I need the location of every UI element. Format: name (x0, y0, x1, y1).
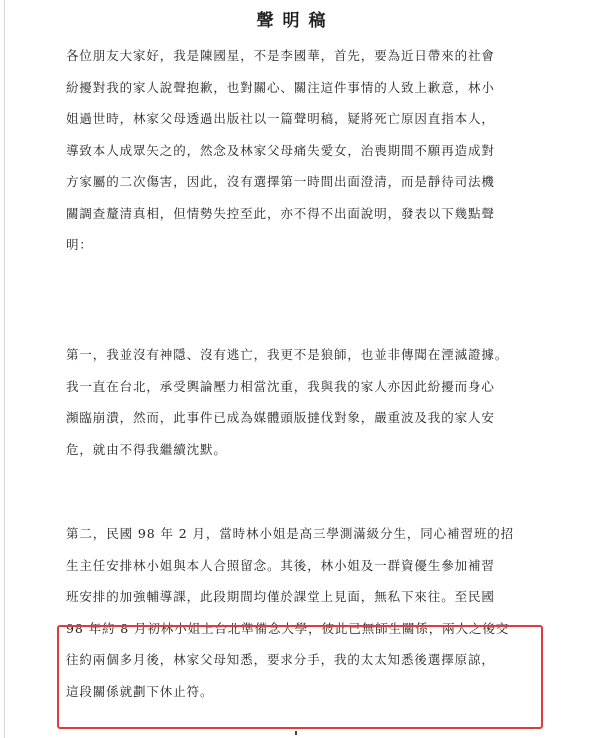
paragraph-intro (66, 40, 540, 261)
paragraph-line: 導致本人成眾矢之的，然念及林家父母痛失愛女，治喪期間不願再造成對 (66, 142, 495, 158)
paragraph-line: 紛擾對我的家人說聲抱歉，也對關心、關注這件事情的人致上歉意，林小 (66, 79, 495, 95)
paragraph-line: 各位朋友大家好，我是陳國星，不是李國華，首先，要為近日帶來的社會 (66, 48, 495, 63)
paragraph-point-two (66, 518, 540, 707)
paragraph-line: 明： (66, 237, 93, 252)
paragraph-line: 98 年約 8 月初林小姐上台北準備念大學，彼此已無師生關係，兩人之後交 (66, 620, 510, 636)
paragraph-line: 瀕臨崩潰，然而，此事件已成為媒體頭版撻伐對象，嚴重波及我的家人安 (66, 410, 495, 425)
paragraph-line: 往約兩個多月後，林家父母知悉，要求分手，我的太太知悉後選擇原諒， (66, 652, 495, 667)
document-title: 聲明稿 (256, 11, 335, 31)
paragraph-line: 班安排的加強輔導課，此段期間均僅於課堂上見面，無私下來往。至民國 (66, 589, 495, 604)
page-edge-divider (4, 0, 5, 738)
paragraph-line: 第二，民國 98 年 2 月，當時林小姐是高三學測滿級分生，同心補習班的招 (66, 526, 515, 541)
paragraph-line: 我一直在台北，承受輿論壓力相當沈重，我與我的家人亦因此紛擾而身心 (66, 378, 495, 394)
paragraph-line: 姐過世時，林家父母透過出版社以一篇聲明稿，疑將死亡原因直指本人， (66, 111, 495, 126)
page-mark (295, 731, 297, 735)
paragraph-line: 危，就由不得我繼續沈默。 (66, 441, 227, 457)
paragraph-line: 方家屬的二次傷害，因此，沒有選擇第一時間出面澄清，而是靜待司法機 (66, 174, 495, 189)
paragraph-line: 這段關係就劃下休止符。 (66, 683, 214, 699)
paragraph-line: 生主任安排林小姐與本人合照留念。其後，林小姐及一群資優生參加補習 (66, 557, 495, 573)
paragraph-line: 關調查釐清真相，但情勢失控至此，亦不得不出面說明，發表以下幾點聲 (66, 205, 495, 221)
paragraph-point-one (66, 339, 540, 465)
paragraph-line: 第一，我並沒有神隱、沒有逃亡，我更不是狼師，也並非傳聞在湮滅證據。 (66, 347, 509, 362)
